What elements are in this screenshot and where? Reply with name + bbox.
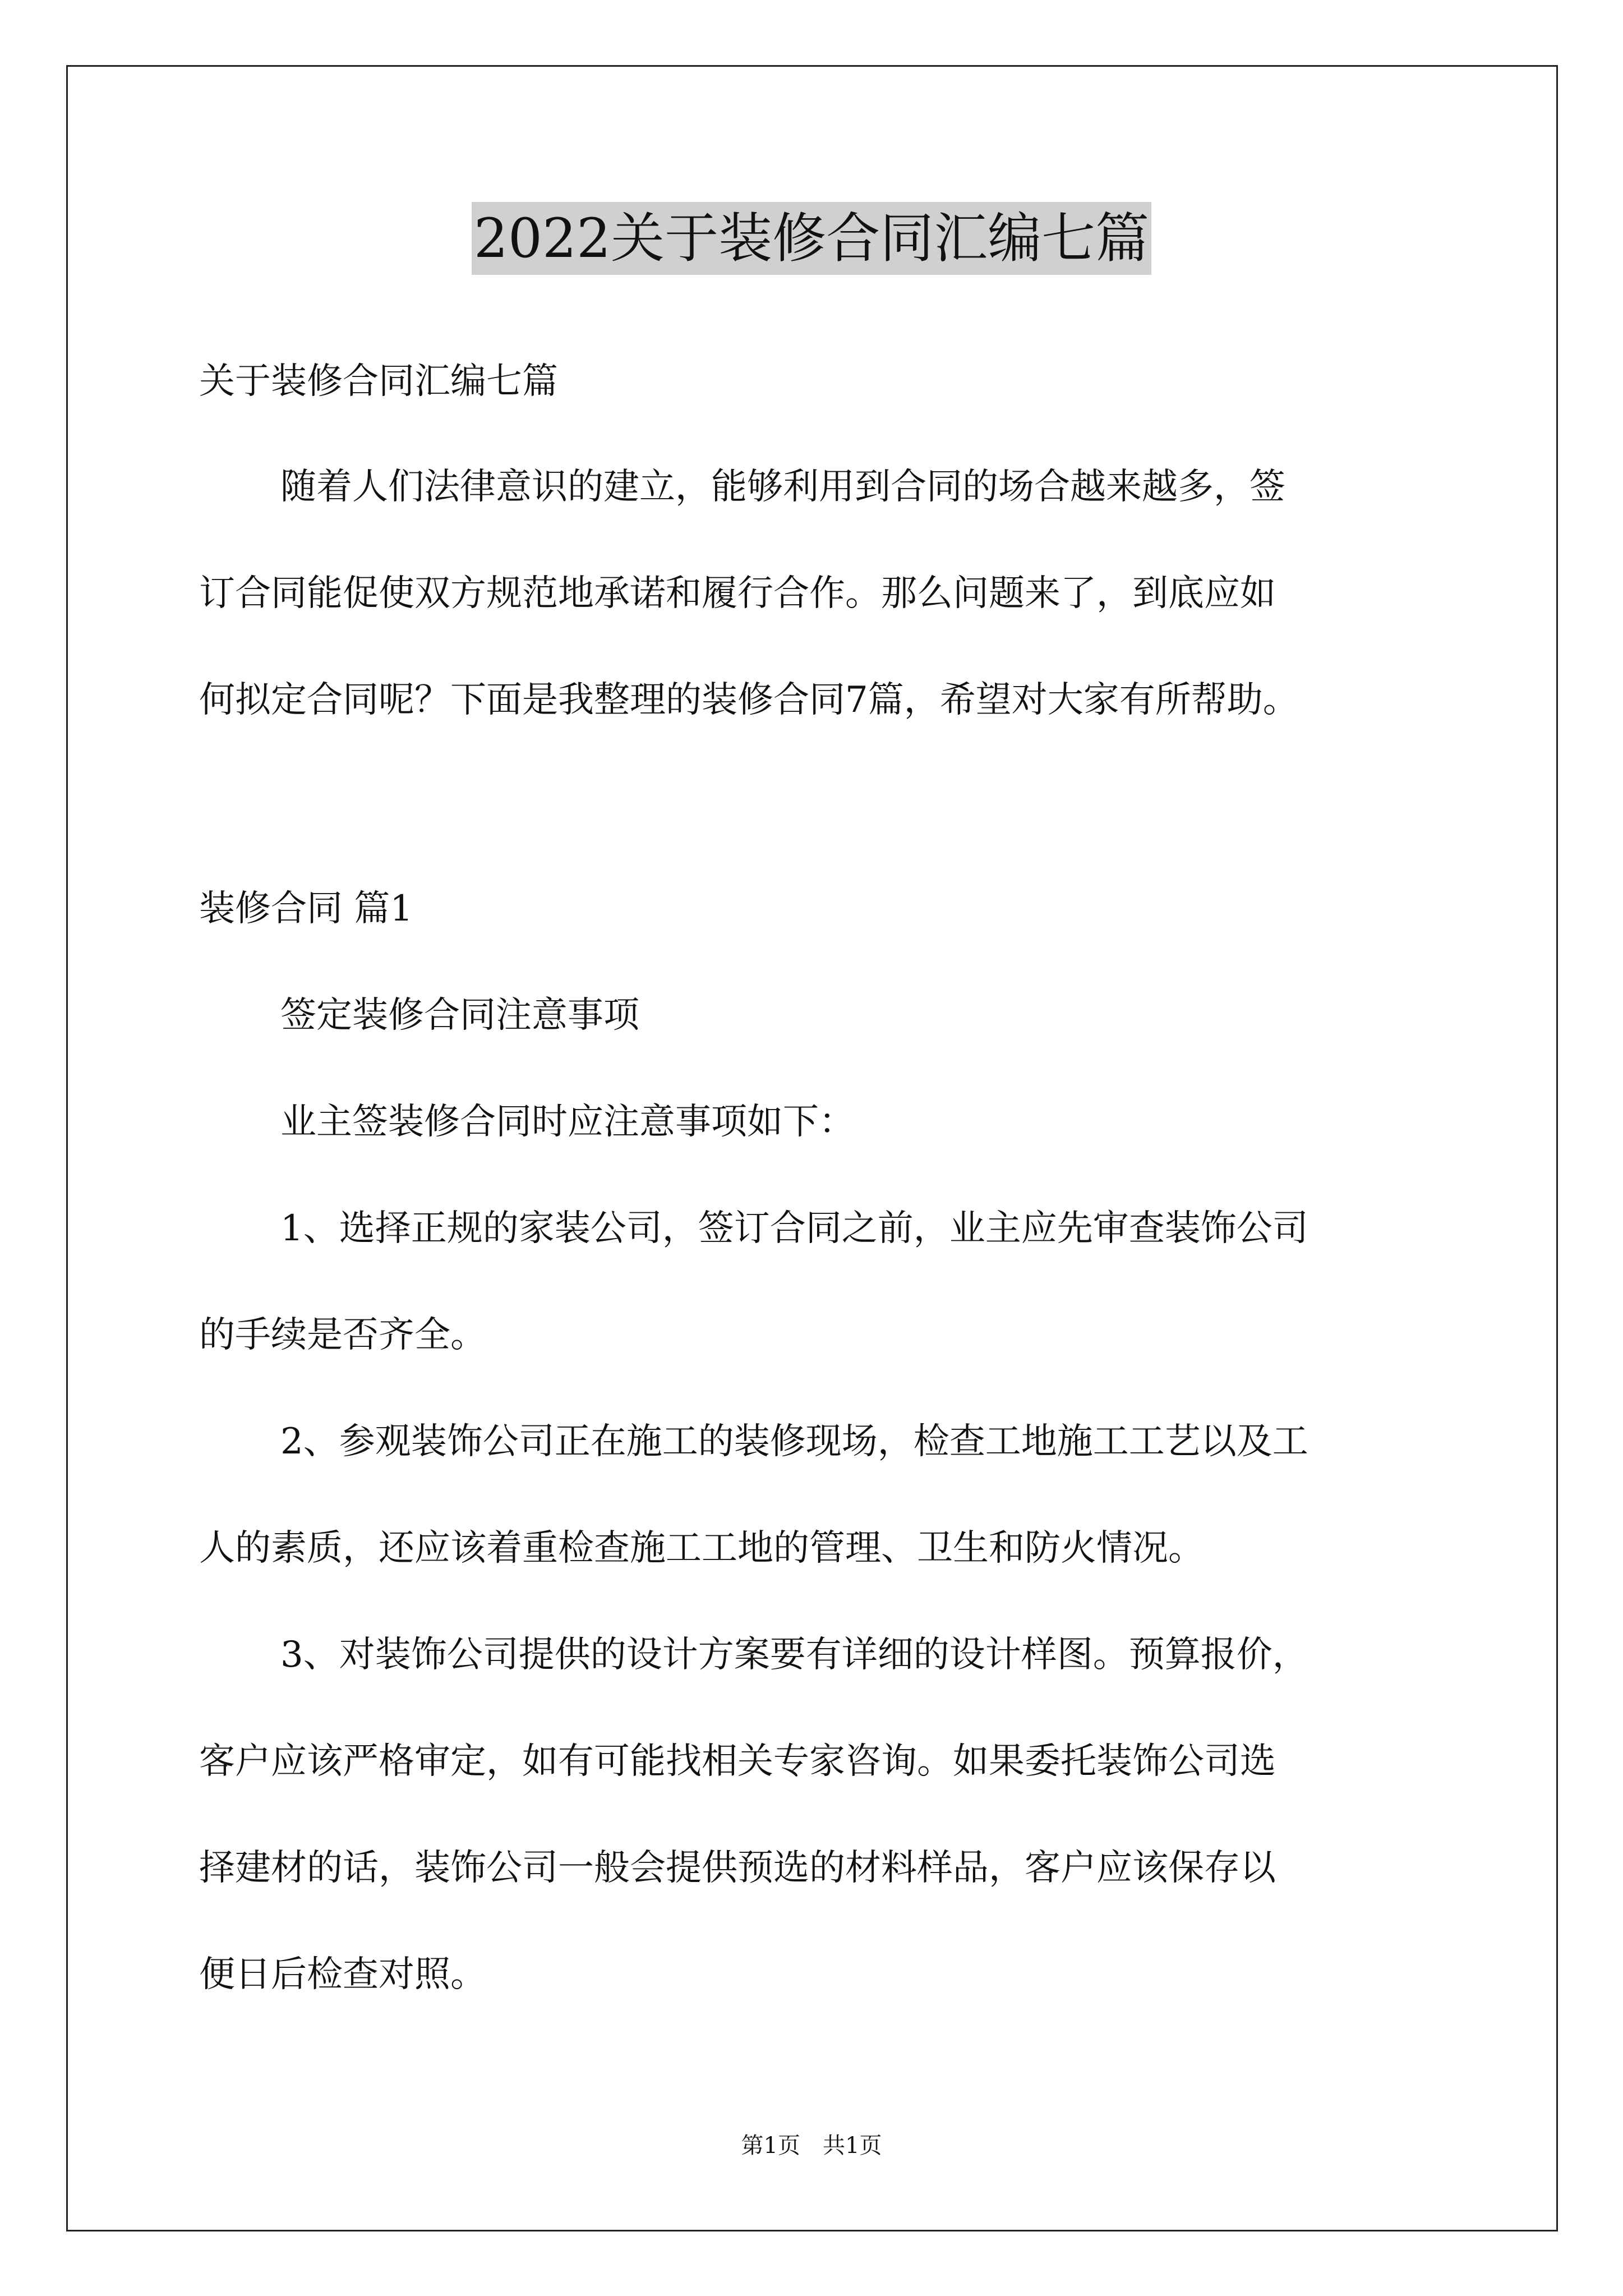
intro-line-3: 何拟定合同呢？下面是我整理的装修合同7篇，希望对大家有所帮助。 xyxy=(199,679,1299,721)
intro-line-1: 随着人们法律意识的建立，能够利用到合同的场合越来越多，签 xyxy=(280,466,1285,508)
document-title: 2022关于装修合同汇编七篇 xyxy=(472,202,1151,275)
item-3-line-3: 择建材的话，装饰公司一般会提供预选的材料样品，客户应该保存以 xyxy=(199,1847,1276,1889)
page-footer: 第1页 共1页 xyxy=(741,2133,882,2159)
item-3-line-4: 便日后检查对照。 xyxy=(199,1954,486,1995)
title-container xyxy=(0,202,1623,275)
item-2-line-2: 人的素质，还应该着重检查施工工地的管理、卫生和防火情况。 xyxy=(199,1527,1204,1569)
item-2-line-1: 2、参观装饰公司正在施工的装修现场，检查工地施工工艺以及工 xyxy=(280,1421,1308,1462)
paragraph-heading: 签定装修合同注意事项 xyxy=(280,995,639,1036)
item-3-line-2: 客户应该严格审定，如有可能找相关专家咨询。如果委托装饰公司选 xyxy=(199,1741,1276,1782)
paragraph-line: 业主签装修合同时应注意事项如下： xyxy=(280,1101,855,1143)
document-subtitle: 关于装修合同汇编七篇 xyxy=(199,361,558,402)
item-3-line-1: 3、对装饰公司提供的设计方案要有详细的设计样图。预算报价， xyxy=(280,1634,1308,1676)
item-1-line-2: 的手续是否齐全。 xyxy=(199,1314,486,1356)
section-heading: 装修合同 篇1 xyxy=(199,888,413,930)
item-1-line-1: 1、选择正规的家装公司，签订合同之前，业主应先审查装饰公司 xyxy=(280,1208,1308,1249)
intro-line-2: 订合同能促使双方规范地承诺和履行合作。那么问题来了，到底应如 xyxy=(199,573,1276,614)
